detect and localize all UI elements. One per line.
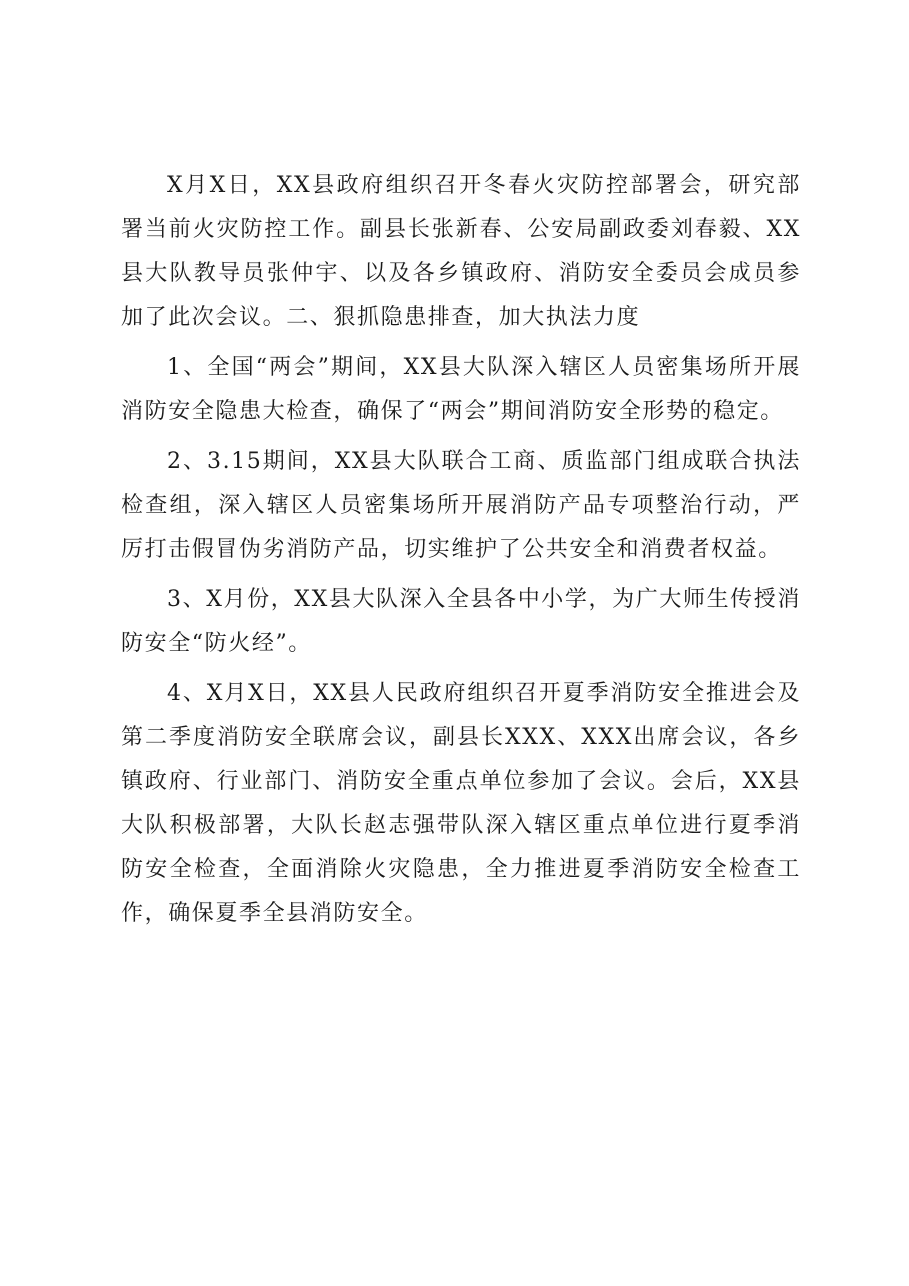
document-body: [121, 164, 801, 936]
paragraph-item-1: 1、全国“两会”期间，XX县大队深入辖区人员密集场所开展消防安全隐患大检查，确保了“两会”期间消防安全形势的稳定。: [121, 355, 801, 424]
paragraph-meeting: X月X日，XX县政府组织召开冬春火灾防控部署会，研究部署当前火灾防控工作。副县长张新春、公安局副政委刘春毅、XX县大队教导员张仲宇、以及各乡镇政府、消防安全委员会成员参加了此次会议。二、狠抓隐患排查，加大执法力度: [121, 173, 801, 330]
paragraph-item-3: 3、X月份，XX县大队深入全县各中小学，为广大师生传授消防安全“防火经”。: [121, 587, 801, 656]
paragraph-item-2: 2、3.15期间，XX县大队联合工商、质监部门组成联合执法检查组，深入辖区人员密集场所开展消防产品专项整治行动，严厉打击假冒伪劣消防产品，切实维护了公共安全和消费者权益。: [121, 449, 801, 562]
paragraph-item-4: 4、X月X日，XX县人民政府组织召开夏季消防安全推进会及第二季度消防安全联席会议，副县长XXX、XXX出席会议，各乡镇政府、行业部门、消防安全重点单位参加了会议。会后，XX县大队积极部署，大队长赵志强带队深入辖区重点单位进行夏季消防安全检查，全面消除火灾隐患，全力推进夏季消防安全检查工作，确保夏季全县消防安全。: [121, 681, 801, 926]
